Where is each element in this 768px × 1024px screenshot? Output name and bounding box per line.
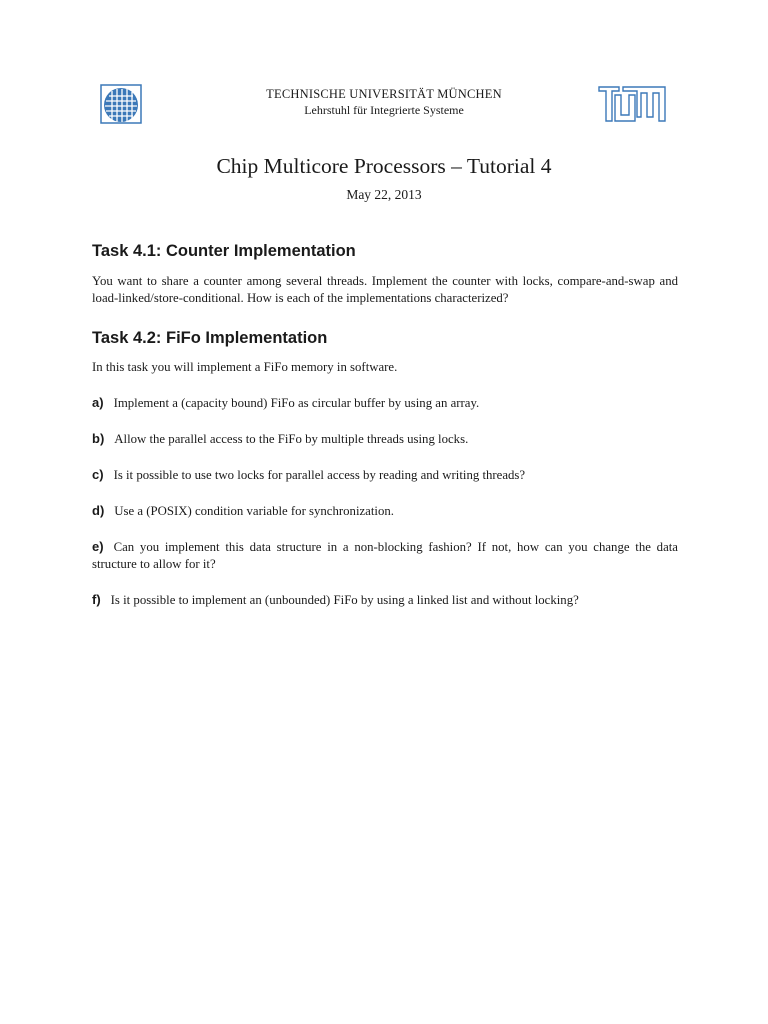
list-item [92, 591, 678, 609]
task-intro: You want to share a counter among several threads. Implement the counter with locks, compare-and-swap and load-linked/store-conditional. How is each of the implementations characterized? [92, 274, 678, 305]
list-item [92, 394, 678, 412]
list-item [92, 538, 678, 573]
item-text: Use a (POSIX) condition variable for synchronization. [114, 504, 394, 518]
list-item [92, 430, 678, 448]
header [184, 86, 584, 118]
item-text: Is it possible to implement an (unbounded) FiFo by using a linked list and without locking? [110, 593, 579, 607]
list-item [92, 502, 678, 520]
item-text: Is it possible to use two locks for parallel access by reading and writing threads? [113, 468, 526, 482]
task-heading: Task 4.2: FiFo Implementation [92, 329, 328, 347]
list-item [92, 466, 678, 484]
document-date: May 22, 2013 [346, 187, 422, 202]
item-label: b) [92, 431, 105, 446]
item-label: c) [92, 467, 104, 482]
lis-chip-logo-icon [100, 84, 142, 124]
item-label: e) [92, 539, 104, 554]
task-4-2 [92, 327, 678, 609]
task-heading: Task 4.1: Counter Implementation [92, 242, 356, 260]
tum-logo-icon [598, 86, 666, 122]
document-title: Chip Multicore Processors – Tutorial 4 [216, 154, 552, 178]
task-intro: In this task you will implement a FiFo memory in software. [92, 360, 398, 374]
task-4-1 [92, 240, 678, 307]
item-text: Allow the parallel access to the FiFo by multiple threads using locks. [114, 432, 469, 446]
item-text: Implement a (capacity bound) FiFo as circular buffer by using an array. [113, 396, 480, 410]
document-body [92, 240, 678, 609]
item-label: d) [92, 503, 105, 518]
item-text: Can you implement this data structure in a non-blocking fashion? If not, how can you change the data structure to allow for it? [92, 540, 678, 571]
item-label: f) [92, 592, 101, 607]
chair-name: Lehrstuhl für Integrierte Systeme [304, 103, 464, 117]
university-name: TECHNISCHE UNIVERSITÄT MÜNCHEN [266, 87, 502, 101]
item-label: a) [92, 395, 104, 410]
